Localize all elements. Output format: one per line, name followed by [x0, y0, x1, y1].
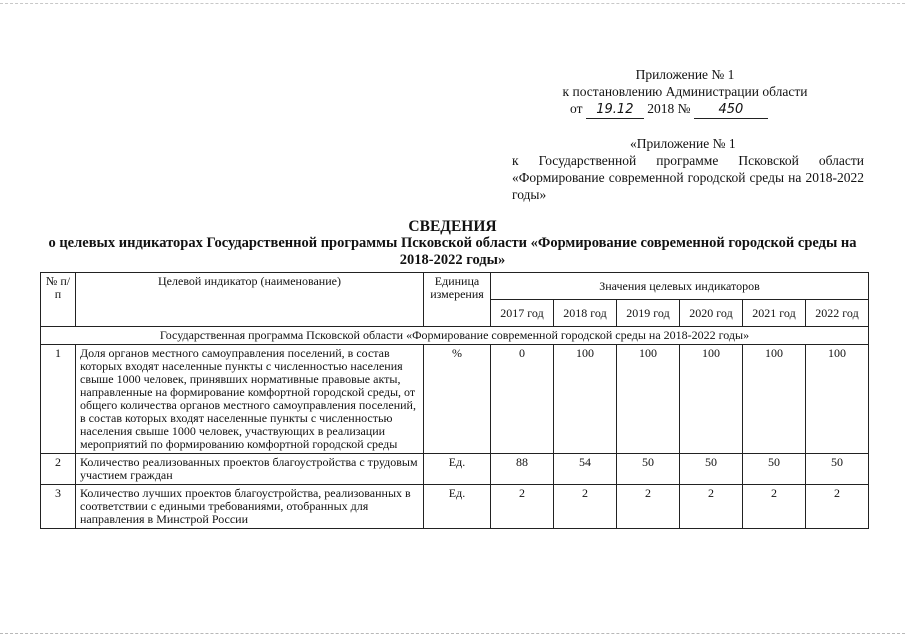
approval-line1: Приложение № 1: [635, 67, 735, 82]
handwritten-doc-number: 450: [694, 101, 768, 119]
annex-line1: «Приложение № 1: [630, 136, 736, 151]
indicator-value: 2: [617, 485, 680, 529]
indicator-value: 50: [680, 454, 743, 485]
annex-body: к Государственной программе Псковской области «Формирование современной городской среды на 2018-2022 годы»: [512, 153, 864, 202]
indicator-value: 2: [554, 485, 617, 529]
scan-edge-bottom: [0, 633, 905, 634]
indicator-value: 100: [743, 345, 806, 454]
indicator-name: Доля органов местного самоуправления поселений, в состав которых входят населенные пункты с численностью населения свыше 1000 человек, принявших нормативные правовые акты, направленные на формирование комфортной городской среды, от общего количества органов местного самоуправления поселений, в состав которых входят населенные пункты с численностью населения свыше 1000 человек, участвующих в реализации мероприятий по формированию комфортной городской среды: [76, 345, 424, 454]
program-row: [41, 327, 869, 345]
indicator-value: 100: [554, 345, 617, 454]
indicator-value: 50: [806, 454, 869, 485]
scan-edge-top: [0, 3, 905, 4]
header-year: 2018 год: [554, 300, 617, 327]
approval-line2: к постановлению Администрации области: [562, 84, 808, 99]
row-number: 3: [41, 485, 76, 529]
indicator-name: Количество реализованных проектов благоустройства с трудовым участием граждан: [76, 454, 424, 485]
program-name: Государственная программа Псковской области «Формирование современной городской среды на 2018-2022 годы»: [41, 327, 869, 345]
table-row: [41, 345, 869, 454]
indicators-table: [40, 272, 869, 529]
table-row: [41, 485, 869, 529]
indicator-value: 2: [743, 485, 806, 529]
indicator-value: 2: [680, 485, 743, 529]
header-row-1: [41, 273, 869, 300]
table-row: [41, 454, 869, 485]
indicator-value: 54: [554, 454, 617, 485]
title-subtitle: о целевых индикаторах Государственной программы Псковской области «Формирование современной городской среды на 2018-2022 годы»: [48, 235, 857, 268]
header-year: 2021 год: [743, 300, 806, 327]
annex-block: [512, 135, 864, 203]
indicator-value: 100: [617, 345, 680, 454]
header-year: 2019 год: [617, 300, 680, 327]
indicator-value: 100: [680, 345, 743, 454]
indicator-value: 100: [806, 345, 869, 454]
indicator-name: Количество лучших проектов благоустройства, реализованных в соответствии с едиными требованиями, отобранных для направления в Минстрой России: [76, 485, 424, 529]
handwritten-date: 19.12: [586, 101, 644, 119]
date-prefix: от: [570, 101, 583, 116]
indicator-value: 50: [617, 454, 680, 485]
title-main: СВЕДЕНИЯ: [408, 218, 497, 235]
row-number: 2: [41, 454, 76, 485]
approval-block: [540, 66, 830, 119]
header-indicator: Целевой индикатор (наименование): [76, 273, 424, 327]
header-values: Значения целевых индикаторов: [491, 273, 869, 300]
header-year: 2017 год: [491, 300, 554, 327]
header-year: 2022 год: [806, 300, 869, 327]
approval-date-line: [540, 100, 830, 119]
header-year: 2020 год: [680, 300, 743, 327]
indicator-value: 88: [491, 454, 554, 485]
date-year: 2018 №: [647, 101, 691, 116]
document-title: [40, 218, 865, 269]
indicator-unit: Ед.: [424, 485, 491, 529]
header-unit: Единица измерения: [424, 273, 491, 327]
header-num: № п/п: [41, 273, 76, 327]
indicator-value: 2: [806, 485, 869, 529]
row-number: 1: [41, 345, 76, 454]
indicator-unit: %: [424, 345, 491, 454]
indicator-value: 0: [491, 345, 554, 454]
indicator-value: 2: [491, 485, 554, 529]
indicator-unit: Ед.: [424, 454, 491, 485]
indicator-value: 50: [743, 454, 806, 485]
